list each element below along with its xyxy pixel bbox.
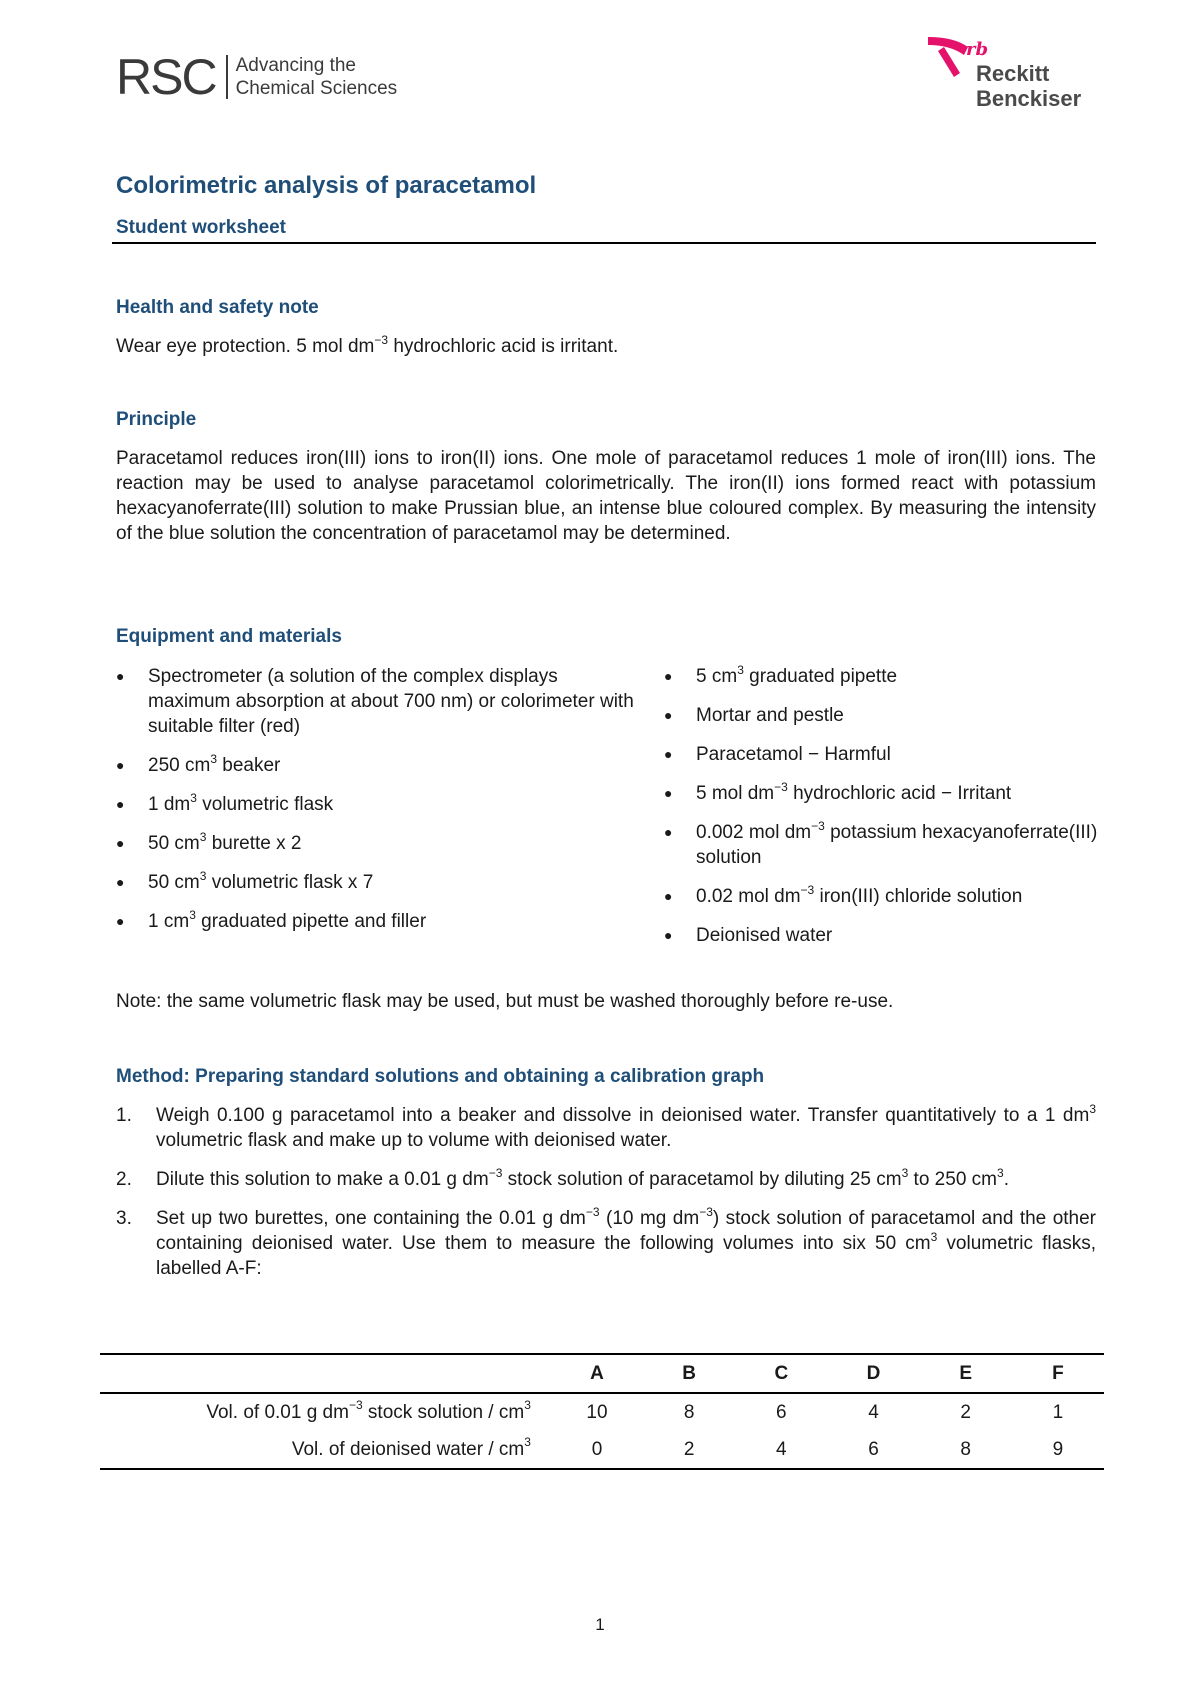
list-item-sup: −3 [811,818,825,833]
list-item-text: hydrochloric acid − Irritant [787,783,1012,804]
step-text: . [1003,1169,1009,1190]
row-label-sup: 3 [524,1398,531,1413]
list-item-sup: 3 [190,790,197,805]
list-item [116,792,636,817]
page-number: 1 [595,1615,605,1634]
list-item-sup: 3 [189,907,196,922]
table-col-header: F [1052,1362,1064,1384]
bullet-icon: ● [116,757,125,773]
step-number: 2. [116,1169,132,1190]
list-item-sup: 3 [199,868,207,883]
list-item-text: Deionised water [696,925,833,946]
table-col-header: A [590,1362,604,1384]
list-item-text: 50 cm [148,872,200,893]
table-cell: 1 [1052,1401,1064,1423]
table-cell: 9 [1052,1438,1064,1460]
step-text: Dilute this solution to make a 0.01 g dm [156,1169,489,1190]
table-header-blank [100,1354,551,1393]
safety-heading: Health and safety note [116,297,319,318]
principle-heading: Principle [116,409,197,430]
step-text: volumetric flask and make up to volume with deionised water. [156,1130,672,1151]
list-item-text: Mortar and pestle [696,705,844,726]
list-item [664,923,1104,948]
table-col-header: C [774,1362,789,1384]
step-text: Weigh 0.100 g paracetamol into a beaker and dissolve in deionised water. Transfer quantitatively to a 1 dm [156,1105,1090,1126]
list-item-sup: 3 [737,662,744,677]
method-step [116,1167,1096,1192]
bullet-icon: ● [116,796,125,812]
list-item-text: 250 cm [148,755,211,776]
table-cell: 4 [776,1438,787,1460]
list-item-text: graduated pipette and filler [195,911,427,932]
list-item [116,664,636,739]
table-cell: 8 [683,1401,695,1423]
table-row-label [100,1393,551,1431]
list-item [116,753,636,778]
table-row [100,1431,1104,1469]
rb-line-1: Reckitt [976,61,1050,86]
list-item [664,664,1104,689]
principle-text: Paracetamol reduces iron(III) ions to iron(II) ions. One mole of paracetamol reduces 1 mole of iron(III) ions. The reaction may be used to analyse paracetamol colorimetrically. The iron(II) ions formed react with potassium hexacyanoferrate(III) solution to make Prussian blue, an intense blue coloured complex. By measuring the intensity of the blue solution the concentration of paracetamol may be determined. [116,448,1096,544]
bullet-icon: ● [664,707,673,723]
list-item-sup: −3 [774,779,788,794]
row-label-sup: 3 [524,1435,531,1450]
page-title: Colorimetric analysis of paracetamol [116,172,537,199]
step-sup: −3 [488,1165,503,1180]
step-sup: −3 [585,1204,600,1219]
rb-line-2: Benckiser [976,86,1082,111]
step-text: to 250 cm [908,1169,997,1190]
table-col-header: E [959,1362,972,1384]
list-item-text: 5 mol dm [696,783,775,804]
list-item-sup: 3 [210,751,217,766]
list-item-sup: 3 [199,829,207,844]
list-item-text: 5 cm [696,666,738,687]
step-text: (10 mg dm [599,1208,700,1229]
safety-text [116,334,618,359]
list-item-text: Spectrometer (a solution of the complex displays maximum absorption at about 700 nm) or colorimeter with suitable filter (red) [148,666,634,737]
rsc-logo-tagline [236,54,398,100]
step-sup: −3 [699,1204,713,1219]
equipment-note: Note: the same volumetric flask may be used, but must be washed thoroughly before re-use. [116,991,894,1012]
table-cell: 0 [591,1438,603,1460]
step-sup: 3 [901,1165,909,1180]
list-item-text: 1 cm [148,911,190,932]
table-cell: 2 [960,1401,971,1423]
row-label-text: Vol. of deionised water / cm [291,1438,525,1460]
method-steps [116,1103,1096,1295]
step-number: 3. [116,1208,132,1229]
bullet-icon: ● [664,824,673,840]
method-step [116,1103,1096,1153]
rsc-logo [116,49,398,105]
page-subtitle: Student worksheet [116,217,286,238]
table-col-header: D [866,1362,881,1384]
method-heading: Method: Preparing standard solutions and obtaining a calibration graph [116,1066,765,1087]
rsc-logo-divider [226,55,228,99]
step-number: 1. [116,1105,132,1126]
step-text: ) stock solution of paracetamol and the other containing deionised water. Use them to measure the following volumes into six 50 cm [156,1208,1097,1254]
bullet-icon: ● [664,888,673,904]
list-item [664,781,1104,806]
list-item-text: potassium hexacyanoferrate(III) solution [696,822,1098,868]
row-label-sup: −3 [348,1398,363,1413]
step-sup: 3 [930,1229,938,1244]
list-item-text: 0.02 mol dm [696,886,801,907]
bullet-icon: ● [116,913,125,929]
equipment-heading: Equipment and materials [116,626,342,647]
list-item-text: volumetric flask x 7 [206,872,374,893]
rsc-tagline-line-1: Advancing the [235,55,356,76]
equipment-list-left [116,664,636,948]
safety-text-sup: −3 [374,332,389,347]
table-cell: 2 [683,1438,695,1460]
table-cell: 6 [776,1401,787,1423]
bullet-icon: ● [664,785,673,801]
list-item-sup: −3 [800,882,815,897]
table-col-header: B [682,1362,697,1384]
list-item [116,831,636,856]
rsc-tagline-line-2: Chemical Sciences [235,78,398,99]
equipment-list-right [664,664,1104,962]
step-sup: 3 [997,1165,1004,1180]
method-step [116,1206,1096,1281]
rb-mark-text: rb [966,39,989,60]
list-item [664,820,1104,870]
table-cell: 8 [960,1438,971,1460]
list-item [664,884,1104,909]
table-cell: 6 [868,1438,879,1460]
table-cell: 10 [586,1401,608,1423]
rb-wordmark [976,61,1081,111]
row-label-text: stock solution / cm [362,1401,525,1423]
list-item-text: Paracetamol − Harmful [696,744,891,765]
bullet-icon: ● [116,835,125,851]
row-label-text: Vol. of 0.01 g dm [206,1401,349,1423]
list-item-text: 50 cm [148,833,200,854]
step-sup: 3 [1089,1101,1096,1116]
table-row-label [100,1431,551,1469]
list-item [664,703,1104,728]
list-item-text: graduated pipette [743,666,898,687]
step-text: volumetric flasks, labelled A-F: [156,1233,1096,1279]
reckitt-benckiser-logo [924,33,1104,123]
list-item-text: 1 dm [148,794,191,815]
step-text: Set up two burettes, one containing the 0.01 g dm [156,1208,586,1229]
table-header-row [100,1354,1104,1393]
bullet-icon: ● [116,668,125,684]
list-item-text: 0.002 mol dm [696,822,812,843]
table-cell: 4 [868,1401,879,1423]
list-item-text: volumetric flask [196,794,334,815]
list-item [116,870,636,895]
table-row [100,1393,1104,1431]
safety-text-pre: Wear eye protection. 5 mol dm [116,336,375,357]
safety-text-post: hydrochloric acid is irritant. [388,336,619,357]
volumes-table [100,1353,1104,1470]
bullet-icon: ● [664,746,673,762]
title-rule [112,242,1096,244]
bullet-icon: ● [116,874,125,890]
step-text: stock solution of paracetamol by diluting 25 cm [502,1169,902,1190]
list-item [116,909,636,934]
list-item-text: burette x 2 [206,833,302,854]
list-item [664,742,1104,767]
rsc-logo-mark: RSC [116,49,216,105]
list-item-text: beaker [217,755,281,776]
bullet-icon: ● [664,668,673,684]
list-item-text: iron(III) chloride solution [814,886,1023,907]
bullet-icon: ● [664,927,673,943]
